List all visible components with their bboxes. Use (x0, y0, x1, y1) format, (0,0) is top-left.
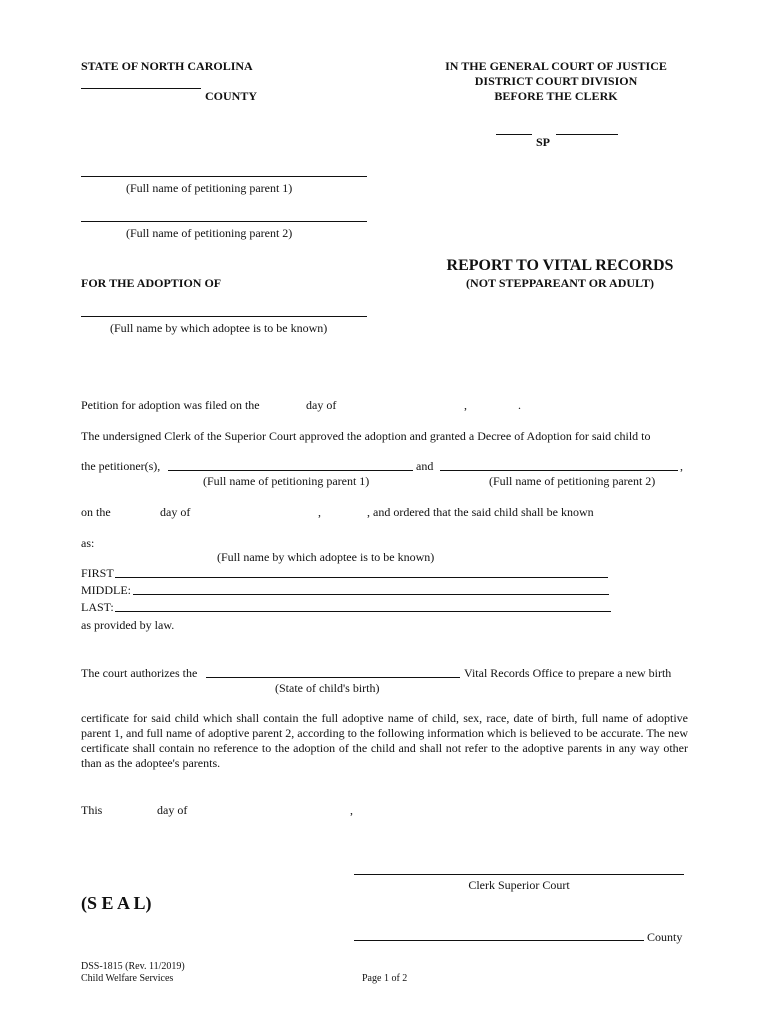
ordered-known-text: , and ordered that the said child shall be known (367, 505, 594, 519)
sp-label: SP (536, 135, 551, 149)
signed-comma: , (350, 803, 353, 817)
parent1-caption: (Full name of petitioning parent 1) (126, 181, 293, 195)
petitioner1-caption: (Full name of petitioning parent 1) (203, 474, 370, 488)
petition-day-field[interactable] (270, 398, 304, 413)
as-text: as: (81, 536, 95, 550)
court-authorizes-text: The court authorizes the (81, 666, 198, 680)
decree-comma: , (318, 505, 321, 519)
seal-text: (S E A L) (81, 893, 152, 913)
page-number: Page 1 of 2 (362, 973, 408, 984)
decree-year-field[interactable] (326, 505, 366, 520)
county-blank[interactable] (81, 88, 201, 89)
sp-year-blank[interactable] (496, 134, 532, 135)
and-text: and (416, 459, 434, 473)
signature-county-label: County (647, 930, 683, 944)
signed-day-field[interactable] (112, 803, 152, 818)
signed-month-field[interactable] (195, 803, 345, 818)
signature-county-line[interactable] (354, 940, 644, 941)
court-line-3: BEFORE THE CLERK (494, 89, 618, 103)
clerk-caption: Clerk Superior Court (468, 878, 570, 892)
clerk-signature-line[interactable] (354, 874, 684, 875)
report-title: REPORT TO VITAL RECORDS (446, 257, 674, 274)
state-name: STATE OF NORTH CAROLINA (81, 59, 253, 73)
birth-state-line[interactable] (206, 677, 460, 678)
on-the-text: on the (81, 505, 111, 519)
parent2-name-line[interactable] (81, 221, 367, 222)
decree-day-of-text: day of (160, 505, 191, 519)
petitioners-label: the petitioner(s), (81, 459, 161, 473)
signed-day-of-text: day of (157, 803, 188, 817)
last-label: LAST: (81, 600, 114, 614)
petitioner1-line[interactable] (168, 470, 413, 471)
petitioner2-caption: (Full name of petitioning parent 2) (489, 474, 656, 488)
adoptee-name-line[interactable] (81, 316, 367, 317)
certificate-paragraph: certificate for said child which shall contain the full adoptive name of child, sex, race, date of birth, full name of adoptive parent 1, and full name of adoptive parent 2, according to the following information which is believed to be accurate. The new certificate shall contain no reference to the adoption of the child and shall not refer to the adoptive parents in any way other than as the adoptee's parents. (81, 711, 688, 770)
period-text: . (518, 398, 521, 412)
middle-name-line[interactable] (133, 594, 609, 595)
petition-year-field[interactable] (472, 398, 516, 413)
vital-records-text: Vital Records Office to prepare a new birth (464, 666, 672, 680)
decree-month-field[interactable] (198, 505, 313, 520)
form-number: DSS-1815 (Rev. 11/2019) (81, 961, 185, 972)
sp-number-blank[interactable] (556, 134, 618, 135)
decree-day-field[interactable] (118, 505, 156, 520)
adoptee-name-caption: (Full name by which adoptee is to be known) (217, 550, 435, 564)
comma-text: , (464, 398, 467, 412)
petition-filed-text: Petition for adoption was filed on the (81, 398, 260, 412)
county-label: COUNTY (205, 89, 258, 103)
middle-label: MIDDLE: (81, 583, 131, 597)
first-label: FIRST (81, 566, 114, 580)
court-line-1: IN THE GENERAL COURT OF JUSTICE (445, 59, 667, 73)
clerk-approved-text: The undersigned Clerk of the Superior Court approved the adoption and granted a Decree of Adoption for said child to (81, 429, 651, 443)
parent2-caption: (Full name of petitioning parent 2) (126, 226, 293, 240)
petition-month-field[interactable] (345, 398, 460, 413)
report-subtitle: (NOT STEPPAREANT OR ADULT) (466, 276, 654, 290)
petitioner2-line[interactable] (440, 470, 678, 471)
birth-state-caption: (State of child's birth) (275, 681, 380, 695)
last-name-line[interactable] (115, 611, 611, 612)
division-name: Child Welfare Services (81, 973, 174, 984)
parent1-name-line[interactable] (81, 176, 367, 177)
petitioners-comma: , (680, 459, 683, 473)
adoptee-caption: (Full name by which adoptee is to be known) (110, 321, 328, 335)
first-name-line[interactable] (115, 577, 608, 578)
as-provided-text: as provided by law. (81, 618, 175, 632)
this-text: This (81, 803, 103, 817)
for-adoption-of: FOR THE ADOPTION OF (81, 276, 222, 290)
day-of-text: day of (306, 398, 337, 412)
court-line-2: DISTRICT COURT DIVISION (474, 74, 638, 88)
